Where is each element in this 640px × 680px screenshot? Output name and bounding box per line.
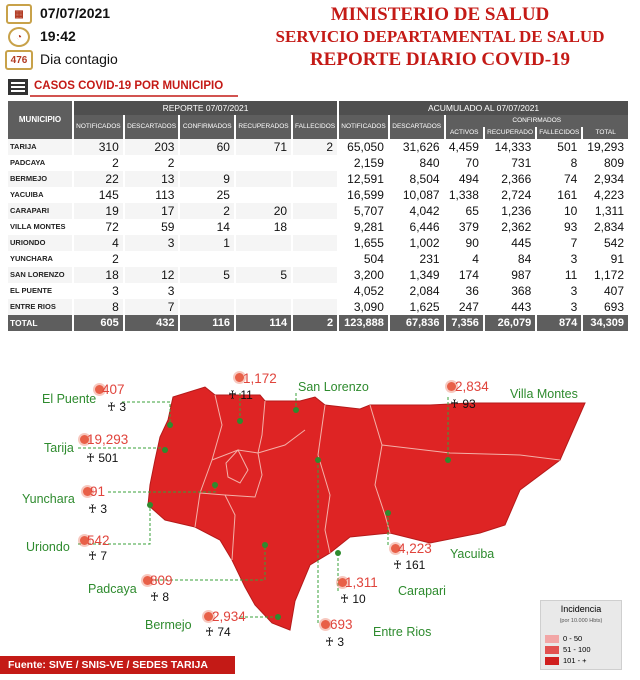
table-cell: 26,079 [485, 315, 535, 331]
map-deaths-value [340, 592, 366, 606]
cross-icon: ♰ [393, 558, 406, 572]
municipio-map-label: Villa Montes [510, 387, 578, 401]
table-cell: 65 [446, 203, 483, 219]
map-cases-value: 2,834 [455, 379, 489, 394]
table-cell [293, 251, 337, 267]
report-title: REPORTE DIARIO COVID-19 [309, 49, 571, 70]
table-row [8, 139, 628, 155]
table-cell [236, 155, 291, 171]
marker-dot [162, 447, 168, 453]
deaths-count: 3 [119, 400, 126, 414]
cross-icon: ♰ [205, 625, 218, 639]
table-cell [180, 299, 234, 315]
col-header: FALLECIDOS [293, 115, 337, 139]
municipio-name: YUNCHARA [8, 251, 72, 267]
col-header: TOTAL [583, 127, 628, 139]
cross-icon: ♰ [325, 635, 338, 649]
table-cell: 1,338 [446, 187, 483, 203]
table-cell: 11 [537, 267, 581, 283]
table-cell: 5 [180, 267, 234, 283]
map-deaths-value [450, 397, 476, 411]
table-cell: 22 [74, 171, 123, 187]
legend-label: 0 - 50 [563, 634, 583, 643]
table-cell: 67,836 [390, 315, 444, 331]
table-cell: 501 [537, 139, 581, 155]
table-cell: 8 [74, 299, 123, 315]
map-cases-value: 809 [150, 573, 173, 588]
municipio-name: YACUIBA [8, 187, 72, 203]
table-cell: 1,655 [339, 235, 388, 251]
table-cell: 91 [583, 251, 628, 267]
table-cell: 3 [125, 283, 179, 299]
table-cell [293, 203, 337, 219]
legend-subtitle: (por 10.000 Hbts) [559, 618, 603, 624]
cross-icon: ♰ [107, 400, 120, 414]
day-label: Dia contagio [40, 51, 118, 67]
table-cell [293, 219, 337, 235]
table-cell: 60 [180, 139, 234, 155]
table-cell: 10 [537, 203, 581, 219]
table-cell: 6,446 [390, 219, 444, 235]
table-cell [236, 251, 291, 267]
municipio-map-label: Carapari [398, 584, 446, 598]
table-cell [293, 155, 337, 171]
table-cell: 1,172 [583, 267, 628, 283]
legend-swatch [545, 646, 559, 654]
legend-swatch [545, 657, 559, 665]
legend-swatch [545, 635, 559, 643]
table-cell: 9,281 [339, 219, 388, 235]
table-cell: 432 [125, 315, 179, 331]
table-cell: 4,223 [583, 187, 628, 203]
table-cell: 4,459 [446, 139, 483, 155]
table-cell: 161 [537, 187, 581, 203]
map-cases-value: 542 [87, 533, 110, 548]
table-cell: 542 [583, 235, 628, 251]
col-header: RECUPERADO [485, 127, 535, 139]
col-header: DESCARTADOS [390, 115, 444, 139]
municipio-name: EL PUENTE [8, 283, 72, 299]
virus-icon [321, 620, 330, 629]
table-cell: 19 [74, 203, 123, 219]
table-cell: 17 [125, 203, 179, 219]
deaths-count: 8 [162, 590, 169, 604]
table-row [8, 235, 628, 251]
table-cell: 4,042 [390, 203, 444, 219]
table-cell: 93 [537, 219, 581, 235]
table-cell: 445 [485, 235, 535, 251]
cross-icon: ♰ [88, 502, 101, 516]
deaths-count: 3 [100, 502, 107, 516]
table-cell: 12 [125, 267, 179, 283]
cross-icon: ♰ [150, 590, 163, 604]
table-cell: 116 [180, 315, 234, 331]
municipio-name: CARAPARI [8, 203, 72, 219]
table-cell: 90 [446, 235, 483, 251]
leader-line [78, 448, 165, 450]
municipio-map-label: Yunchara [22, 492, 75, 506]
table-cell: 407 [583, 283, 628, 299]
deaths-count: 11 [240, 388, 253, 402]
municipio-name: VILLA MONTES [8, 219, 72, 235]
leader-line [122, 402, 170, 425]
municipio-name: SAN LORENZO [8, 267, 72, 283]
table-cell: 10,087 [390, 187, 444, 203]
table-cell [293, 299, 337, 315]
table-cell: 4,052 [339, 283, 388, 299]
table-cell [125, 251, 179, 267]
table-cell: 14,333 [485, 139, 535, 155]
table-cell: 840 [390, 155, 444, 171]
table-cell: 14 [180, 219, 234, 235]
table-cell [236, 283, 291, 299]
table-cell: 247 [446, 299, 483, 315]
marker-dot [335, 550, 341, 556]
marker-dot [275, 614, 281, 620]
table-row [8, 187, 628, 203]
table-cell: 18 [74, 267, 123, 283]
table-cell: 987 [485, 267, 535, 283]
incidence-legend [540, 600, 622, 670]
table-cell: 1,311 [583, 203, 628, 219]
table-cell: 3,090 [339, 299, 388, 315]
municipio-map-label: El Puente [42, 392, 97, 406]
table-cell [236, 171, 291, 187]
clock-icon: ◔ [8, 27, 30, 47]
table-cell: 2 [74, 251, 123, 267]
col-municipio: MUNICIPIO [8, 101, 72, 139]
table-cell: 13 [125, 171, 179, 187]
table-cell: 31,626 [390, 139, 444, 155]
table-cell: 809 [583, 155, 628, 171]
cross-icon: ♰ [228, 388, 241, 402]
table-cell: 731 [485, 155, 535, 171]
group-reporte: REPORTE 07/07/2021 [74, 101, 337, 115]
table-cell [293, 283, 337, 299]
table-total-row [8, 315, 628, 331]
report-date: 07/07/2021 [40, 5, 111, 21]
col-header: DESCARTADOS [125, 115, 179, 139]
marker-dot [262, 542, 268, 548]
municipio-map-label: Entre Rios [373, 625, 432, 639]
table-cell [293, 235, 337, 251]
map-deaths-value [205, 625, 231, 639]
map-cases-value: 407 [102, 382, 125, 397]
municipio-name: TOTAL [8, 315, 72, 331]
map-deaths-value [88, 549, 107, 563]
municipio-map-label: Tarija [44, 441, 74, 455]
table-cell: 5,707 [339, 203, 388, 219]
table-cell: 3 [537, 251, 581, 267]
map-deaths-value [107, 400, 126, 414]
marker-dot [237, 418, 243, 424]
cross-icon: ♰ [86, 451, 99, 465]
table-cell: 203 [125, 139, 179, 155]
municipio-name: URIONDO [8, 235, 72, 251]
table-cell: 7,356 [446, 315, 483, 331]
table-cell: 113 [125, 187, 179, 203]
table-row [8, 171, 628, 187]
col-header: CONFIRMADOS [180, 115, 234, 139]
table-cell: 2 [74, 155, 123, 171]
deaths-count: 74 [217, 625, 231, 639]
table-cell: 145 [74, 187, 123, 203]
table-cell: 20 [236, 203, 291, 219]
legend-title: Incidencia [560, 604, 602, 614]
source-footer: Fuente: SIVE / SNIS-VE / SEDES TARIJA [0, 656, 235, 674]
table-cell: 5 [236, 267, 291, 283]
table-cell: 4 [446, 251, 483, 267]
table-row [8, 251, 628, 267]
table-cell: 65,050 [339, 139, 388, 155]
table-cell: 2,934 [583, 171, 628, 187]
table-cell: 2 [180, 203, 234, 219]
table-cell: 1 [180, 235, 234, 251]
table-cell [236, 235, 291, 251]
table-cell: 874 [537, 315, 581, 331]
table-cell: 368 [485, 283, 535, 299]
table-cell: 4 [74, 235, 123, 251]
table-cell: 74 [537, 171, 581, 187]
table-cell: 8 [537, 155, 581, 171]
table-cell: 1,002 [390, 235, 444, 251]
legend-label: 101 - + [563, 656, 587, 665]
marker-dot [293, 407, 299, 413]
municipio-name: ENTRE RIOS [8, 299, 72, 315]
table-cell: 9 [180, 171, 234, 187]
table-cell [180, 251, 234, 267]
table-cell: 379 [446, 219, 483, 235]
group-acumulado: ACUMULADO AL 07/07/2021 [339, 101, 628, 115]
table-cell: 18 [236, 219, 291, 235]
table-cell: 2,834 [583, 219, 628, 235]
table-cell: 36 [446, 283, 483, 299]
municipio-map-label: Uriondo [26, 540, 70, 554]
calendar-icon: ▦ [6, 4, 32, 24]
table-cell: 8,504 [390, 171, 444, 187]
deaths-count: 501 [98, 451, 119, 465]
col-header: NOTIFICADOS [74, 115, 123, 139]
deaths-count: 3 [337, 635, 344, 649]
table-cell: 7 [125, 299, 179, 315]
table-cell: 12,591 [339, 171, 388, 187]
col-header: ACTIVOS [446, 127, 483, 139]
table-cell: 231 [390, 251, 444, 267]
marker-dot [147, 502, 153, 508]
table-cell: 2 [293, 315, 337, 331]
map-cases-value: 19,293 [87, 432, 129, 447]
table-cell: 605 [74, 315, 123, 331]
table-cell [293, 267, 337, 283]
map-deaths-value [88, 502, 107, 516]
table-cell: 494 [446, 171, 483, 187]
table-cell [293, 187, 337, 203]
marker-dot [315, 457, 321, 463]
table-cell [180, 283, 234, 299]
col-header: NOTIFICADOS [339, 115, 388, 139]
marker-dot [445, 457, 451, 463]
table-cell: 1,625 [390, 299, 444, 315]
map-deaths-value [325, 635, 344, 649]
table-cell: 2,084 [390, 283, 444, 299]
col-header: RECUPERADOS [236, 115, 291, 139]
table-cell: 71 [236, 139, 291, 155]
table-cell: 19,293 [583, 139, 628, 155]
table-cell: 2 [125, 155, 179, 171]
table-cell: 2 [293, 139, 337, 155]
map-deaths-value [150, 590, 169, 604]
deaths-count: 10 [352, 592, 366, 606]
service-title: SERVICIO DEPARTAMENTAL DE SALUD [275, 27, 605, 46]
municipio-map-label: Bermejo [145, 618, 192, 632]
table-cell: 70 [446, 155, 483, 171]
map-cases-value: 2,934 [212, 609, 246, 624]
table-cell: 2,159 [339, 155, 388, 171]
table-cell: 25 [180, 187, 234, 203]
map-cases-value: 693 [330, 617, 353, 632]
cross-icon: ♰ [450, 397, 463, 411]
table-cell [293, 171, 337, 187]
map-cases-value: 1,172 [243, 371, 277, 386]
table-row [8, 283, 628, 299]
map-deaths-value [228, 388, 253, 402]
table-cell: 2,724 [485, 187, 535, 203]
municipio-name: BERMEJO [8, 171, 72, 187]
table-cell: 3 [125, 235, 179, 251]
report-time: 19:42 [40, 28, 76, 44]
cross-icon: ♰ [340, 592, 353, 606]
table-cell [236, 187, 291, 203]
map-cases-value: 91 [90, 484, 106, 499]
table-row [8, 155, 628, 171]
section-title: CASOS COVID-19 POR MUNICIPIO [34, 80, 224, 92]
table-cell: 443 [485, 299, 535, 315]
table-cell: 7 [537, 235, 581, 251]
table-row [8, 267, 628, 283]
table-cell: 310 [74, 139, 123, 155]
table-cell: 3,200 [339, 267, 388, 283]
municipio-map-label: San Lorenzo [298, 380, 369, 394]
map-deaths-value [86, 451, 118, 465]
table-cell: 34,309 [583, 315, 628, 331]
table-cell: 123,888 [339, 315, 388, 331]
table-cell: 59 [125, 219, 179, 235]
table-row [8, 203, 628, 219]
table-cell: 504 [339, 251, 388, 267]
deaths-count: 93 [462, 397, 476, 411]
table-cell: 114 [236, 315, 291, 331]
table-cell [180, 155, 234, 171]
table-cell [236, 299, 291, 315]
deaths-count: 161 [405, 558, 426, 572]
municipio-map-label: Yacuiba [450, 547, 495, 561]
table-cell: 174 [446, 267, 483, 283]
table-cell: 3 [74, 283, 123, 299]
map-cases-value: 4,223 [398, 541, 432, 556]
table-cell: 72 [74, 219, 123, 235]
municipio-name: TARIJA [8, 139, 72, 155]
table-cell: 1,349 [390, 267, 444, 283]
marker-dot [167, 422, 173, 428]
group-confirmados: CONFIRMADOS [446, 115, 628, 127]
municipio-map-label: Padcaya [88, 582, 137, 596]
table-cell: 693 [583, 299, 628, 315]
map-deaths-value [393, 558, 425, 572]
table-cell: 16,599 [339, 187, 388, 203]
deaths-count: 7 [100, 549, 107, 563]
ministry-title: MINISTERIO DE SALUD [330, 4, 550, 25]
cases-table [6, 101, 630, 331]
table-cell: 3 [537, 299, 581, 315]
marker-dot [212, 482, 218, 488]
table-row [8, 219, 628, 235]
table-cell: 2,362 [485, 219, 535, 235]
table-row [8, 299, 628, 315]
table-cell: 84 [485, 251, 535, 267]
municipio-name: PADCAYA [8, 155, 72, 171]
map-cases-value: 1,311 [345, 575, 378, 590]
table-cell: 3 [537, 283, 581, 299]
legend-label: 51 - 100 [563, 645, 591, 654]
cross-icon: ♰ [88, 549, 101, 563]
col-header: FALLECIDOS [537, 127, 581, 139]
marker-dot [385, 510, 391, 516]
table-cell: 1,236 [485, 203, 535, 219]
table-cell: 2,366 [485, 171, 535, 187]
day-counter-badge: 476 [5, 50, 33, 70]
department-shape [148, 387, 585, 630]
